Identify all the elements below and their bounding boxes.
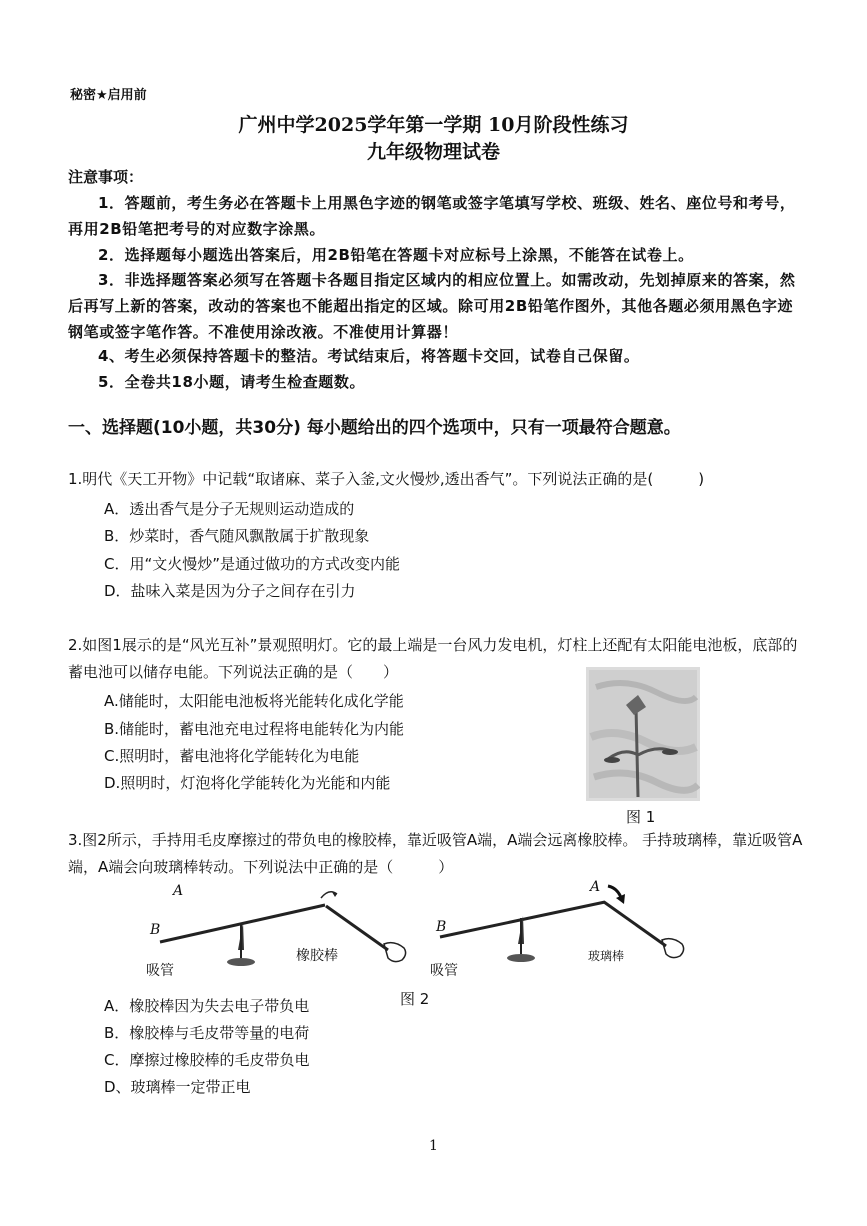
notice-item-5: 5．全卷共18小题，请考生检查题数。	[98, 373, 366, 391]
notice-item-1: 1．答题前，考生务必在答题卡上用黑色字迹的钢笔或签字笔填写学校、班级、姓名、座位号和考号，再用2B铅笔把考号的对应数字涂黑。	[68, 194, 796, 238]
figure-1-street-lamp-photo	[586, 667, 700, 801]
q1-option-d: D．盐味入菜是因为分子之间存在引力	[104, 582, 356, 600]
figure-2-straw-label-left: 吸管	[146, 963, 174, 979]
q3-option-a: A．橡胶棒因为失去电子带负电	[104, 997, 310, 1015]
q1-option-b: B．炒菜时，香气随风飘散属于扩散现象	[104, 527, 370, 545]
figure-2-label-a-left: A	[173, 883, 184, 899]
notice-item-4: 4、考生必须保持答题卡的整洁。考试结束后，将答题卡交回，试卷自己保留。	[98, 347, 640, 365]
figure-2-rubber-rod-label: 橡胶棒	[296, 948, 338, 964]
notice-item-3: 3．非选择题答案必须写在答题卡各题目指定区域内的相应位置上。如需改动，先划掉原来的答案，然后再写上新的答案，改动的答案也不能超出指定的区域。除可用2B铅笔作图外，其他各题必须用黑色字迹钢笔或签字笔作答。不准使用涂改液。不准使用计算器！	[68, 271, 796, 341]
figure-2-left-setup	[160, 892, 406, 966]
q1-option-c: C．用“文火慢炒”是通过做功的方式改变内能	[104, 555, 401, 573]
q2-option-d: D.照明时，灯泡将化学能转化为光能和内能	[104, 774, 391, 792]
figure-2-glass-rod-label: 玻璃棒	[588, 949, 625, 963]
confidential-mark: 秘密★启用前	[70, 88, 147, 103]
q3-option-c: C．摩擦过橡胶棒的毛皮带负电	[104, 1051, 310, 1069]
q2-option-c: C.照明时，蓄电池将化学能转化为电能	[104, 747, 360, 765]
exam-subtitle: 九年级物理试卷	[366, 141, 500, 163]
figure-2-caption: 图 2	[400, 990, 430, 1008]
q1-option-a: A．透出香气是分子无规则运动造成的	[104, 500, 355, 518]
figure-2-right-setup	[440, 886, 684, 962]
question-3-stem: 3.图2所示，手持用毛皮摩擦过的带负电的橡胶棒，靠近吸管A端，A端会远离橡胶棒。 手持玻璃棒，靠近吸管A端，A端会向玻璃棒转动。下列说法中正确的是（ ）	[68, 831, 803, 876]
q2-option-a: A.储能时，太阳能电池板将光能转化成化学能	[104, 692, 404, 710]
section-heading: 一、选择题(10小题，共30分) 每小题给出的四个选项中，只有一项最符合题意。	[68, 418, 681, 438]
page-number: 1	[429, 1138, 438, 1154]
figure-2-label-b-left: B	[150, 922, 161, 938]
question-2-stem: 2.如图1展示的是“风光互补”景观照明灯。它的最上端是一台风力发电机，灯柱上还配有太阳能电池板，底部的蓄电池可以储存电能。下列说法正确的是（ ）	[68, 636, 798, 681]
q2-option-b: B.储能时，蓄电池充电过程将电能转化为内能	[104, 720, 405, 738]
figure-2-label-a-right: A	[590, 879, 601, 895]
notice-item-2: 2．选择题每小题选出答案后，用2B铅笔在答题卡对应标号上涂黑，不能答在试卷上。	[98, 246, 694, 264]
figure-2-straw-experiment	[140, 880, 700, 990]
q3-option-b: B．橡胶棒与毛皮带等量的电荷	[104, 1024, 310, 1042]
notice-heading: 注意事项：	[68, 168, 144, 186]
question-1-stem: 1.明代《天工开物》中记载“取诸麻、菜子入釜,文火慢炒,透出香气”。下列说法正确的是( )	[68, 470, 705, 488]
exam-title: 广州中学2025学年第一学期 10月阶段性练习	[238, 114, 629, 136]
figure-2-straw-label-right: 吸管	[430, 963, 458, 979]
figure-1-caption: 图 1	[626, 808, 656, 826]
q3-option-d: D、玻璃棒一定带正电	[104, 1078, 251, 1096]
figure-2-label-b-right: B	[436, 919, 447, 935]
